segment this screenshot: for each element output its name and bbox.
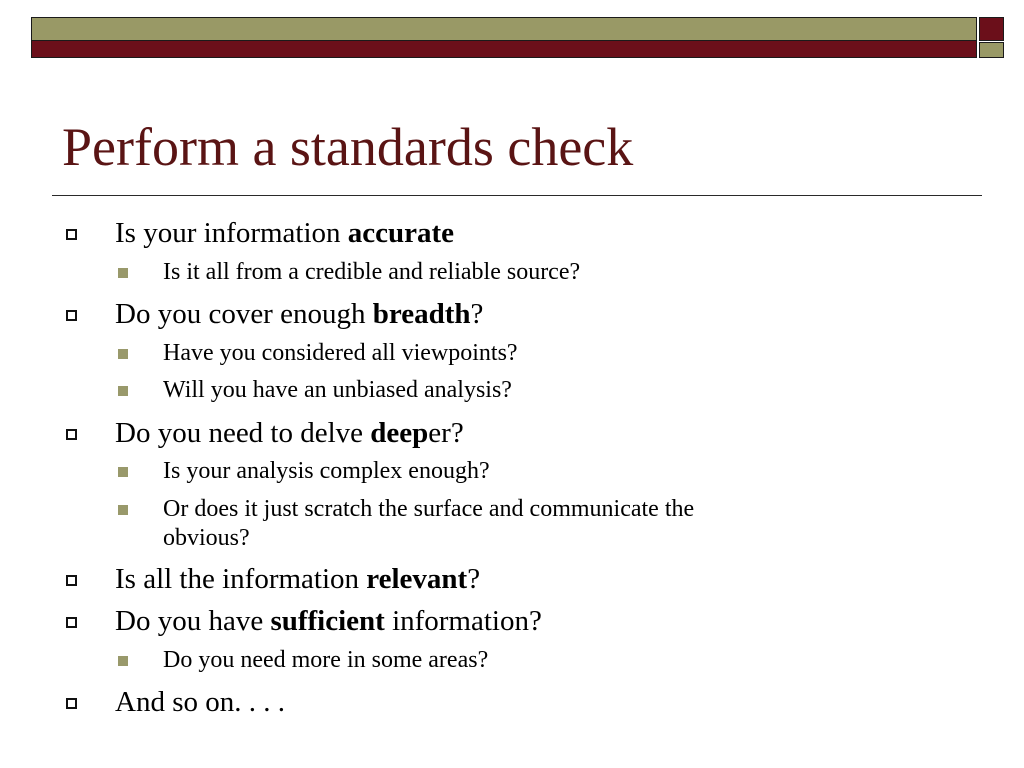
sub-bullet-credible-source: Is it all from a credible and reliable source?	[163, 259, 581, 285]
bullet-emphasis: accurate	[347, 217, 455, 249]
slide-title: Perform a standards check	[62, 117, 634, 177]
bullet-deeper	[115, 416, 464, 450]
sub-bullet-line: obvious?	[163, 525, 250, 551]
filled-square-bullet-icon	[118, 268, 128, 278]
bullet-relevant	[115, 562, 480, 596]
bullet-emphasis: deep	[370, 417, 429, 449]
hollow-square-bullet-icon	[66, 575, 77, 586]
bullet-and-so-on: And so on. . . .	[115, 686, 285, 718]
header-olive-bar	[31, 17, 977, 41]
title-divider	[52, 195, 982, 196]
filled-square-bullet-icon	[118, 386, 128, 396]
bullet-breadth	[115, 297, 483, 331]
bullet-text-end: er?	[428, 417, 464, 449]
bullet-text: Do you need to delve	[115, 417, 371, 449]
sub-bullet-line: Or does it just scratch the surface and communicate the	[163, 496, 695, 522]
hollow-square-bullet-icon	[66, 617, 77, 628]
header-maroon-bar	[31, 41, 977, 58]
bullet-text-end: ?	[467, 563, 481, 595]
sub-bullet-unbiased: Will you have an unbiased analysis?	[163, 377, 512, 403]
filled-square-bullet-icon	[118, 656, 128, 666]
filled-square-bullet-icon	[118, 505, 128, 515]
bullet-accurate	[115, 216, 454, 250]
sub-bullet-complex: Is your analysis complex enough?	[163, 458, 490, 484]
sub-bullet-more-areas: Do you need more in some areas?	[163, 647, 489, 673]
bullet-text: Is all the information	[115, 563, 367, 595]
bullet-text-end: ?	[470, 298, 484, 330]
bullet-text: Is your information	[115, 217, 348, 249]
hollow-square-bullet-icon	[66, 698, 77, 709]
filled-square-bullet-icon	[118, 349, 128, 359]
header-olive-square	[979, 42, 1004, 58]
bullet-sufficient	[115, 604, 542, 638]
sub-bullet-viewpoints: Have you considered all viewpoints?	[163, 340, 518, 366]
hollow-square-bullet-icon	[66, 229, 77, 240]
bullet-text: Do you cover enough	[115, 298, 373, 330]
bullet-emphasis: relevant	[366, 563, 468, 595]
bullet-emphasis: sufficient	[270, 605, 385, 637]
filled-square-bullet-icon	[118, 467, 128, 477]
bullet-text-end: information?	[384, 605, 542, 637]
header-maroon-square	[979, 17, 1004, 41]
hollow-square-bullet-icon	[66, 429, 77, 440]
sub-bullet-scratch-surface	[163, 495, 694, 553]
bullet-emphasis: breadth	[372, 298, 471, 330]
bullet-text: Do you have	[115, 605, 271, 637]
hollow-square-bullet-icon	[66, 310, 77, 321]
